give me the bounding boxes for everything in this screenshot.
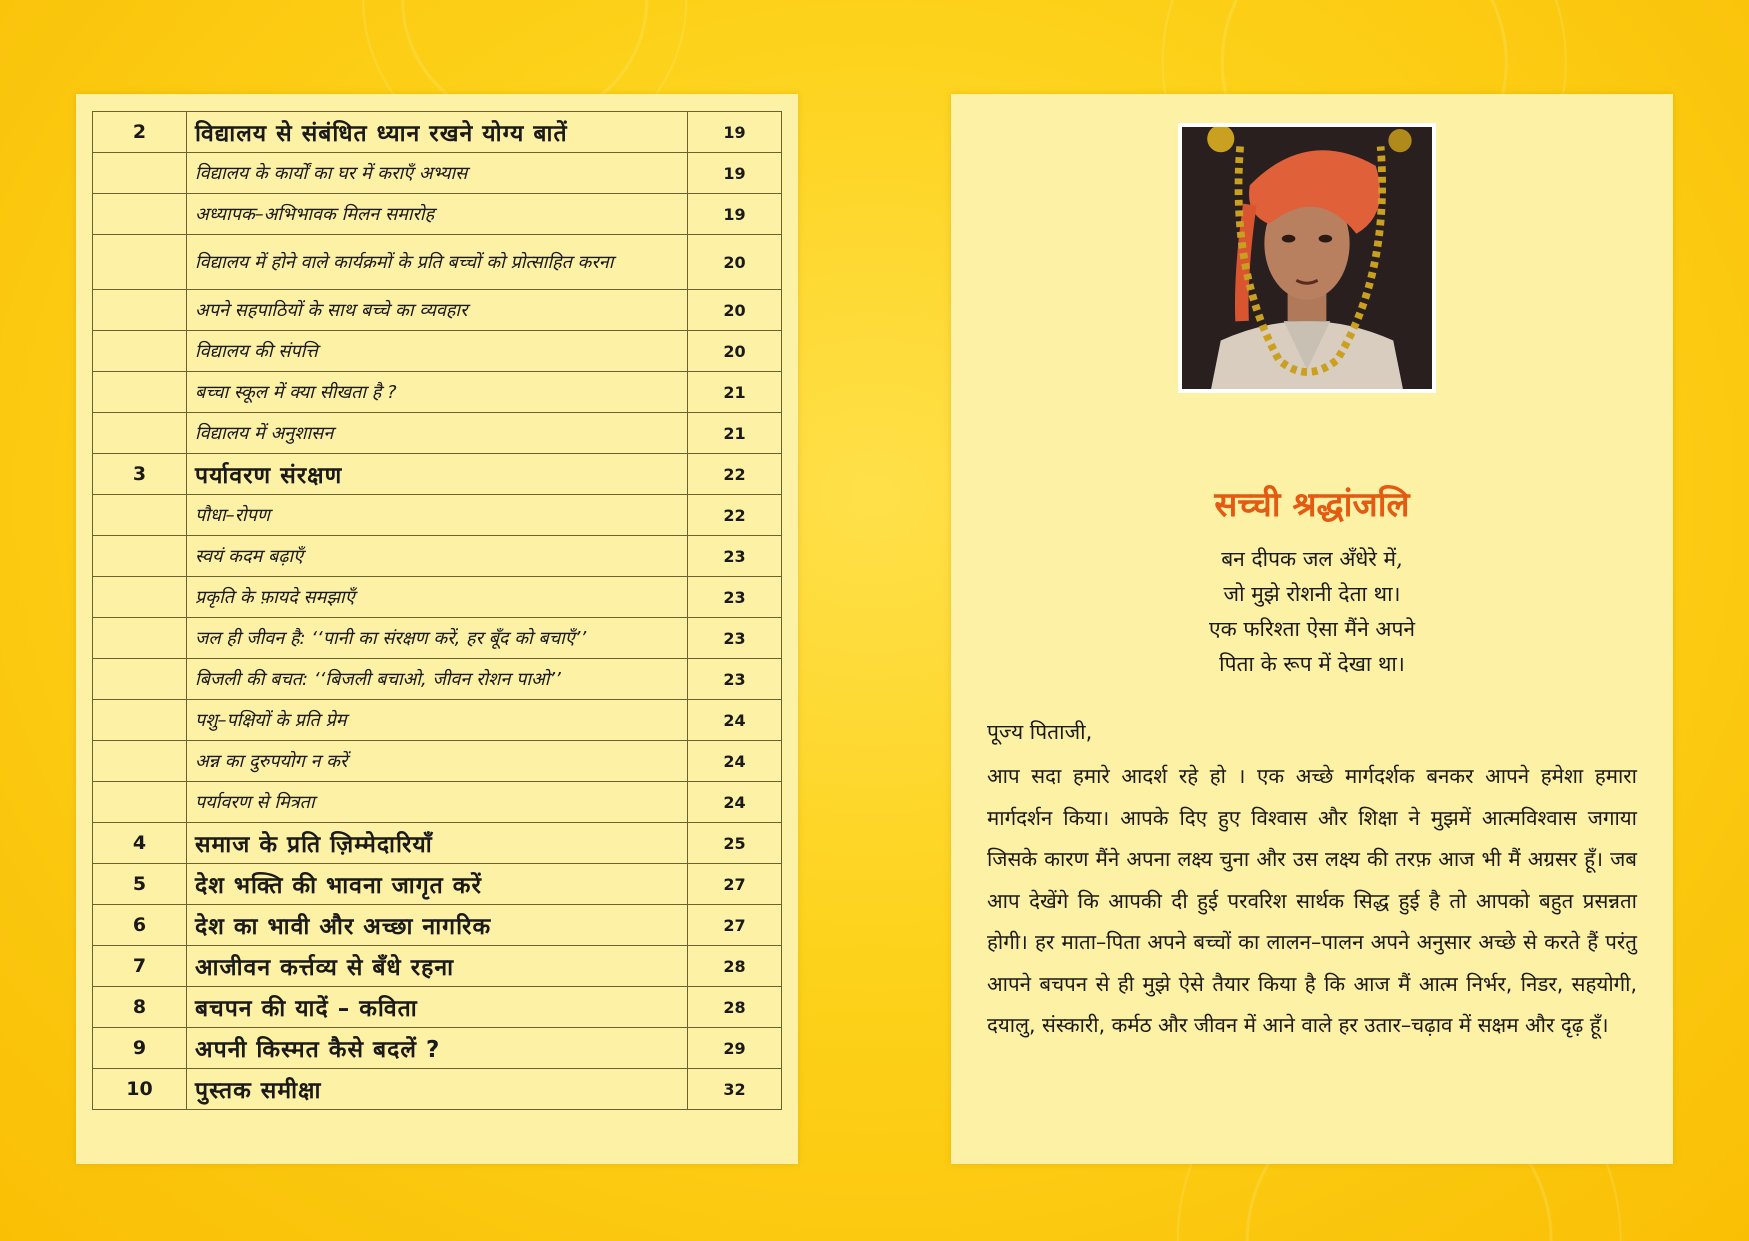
page-number: 19 (688, 112, 782, 153)
chapter-number (93, 331, 187, 372)
entry-title: बिजली की बचत: ‘‘बिजली बचाओ, जीवन रोशन पाओ’’ (187, 659, 688, 700)
table-row (93, 823, 782, 864)
father-portrait-photo (1178, 123, 1436, 393)
poem-line: एक फरिश्ता ऐसा मैंने अपने (1208, 617, 1416, 641)
table-row (93, 741, 782, 782)
entry-title: समाज के प्रति ज़िम्मेदारियाँ (187, 823, 688, 864)
entry-title: विद्यालय की संपत्ति (187, 331, 688, 372)
table-row (93, 782, 782, 823)
chapter-number (93, 290, 187, 331)
table-row (93, 454, 782, 495)
page-number: 20 (688, 290, 782, 331)
entry-title: बचपन की यादें – कविता (187, 987, 688, 1028)
chapter-number (93, 536, 187, 577)
page-number: 23 (688, 618, 782, 659)
page-number: 22 (688, 454, 782, 495)
chapter-number: 4 (93, 823, 187, 864)
chapter-number (93, 577, 187, 618)
page-number: 19 (688, 194, 782, 235)
tribute-heading: सच्ची श्रद्धांजलि (1214, 485, 1410, 525)
page-number: 21 (688, 413, 782, 454)
table-row (93, 112, 782, 153)
chapter-number (93, 235, 187, 290)
entry-title: विद्यालय से संबंधित ध्यान रखने योग्य बातें (187, 112, 688, 153)
page-number: 20 (688, 331, 782, 372)
entry-title: स्वयं कदम बढ़ाएँ (187, 536, 688, 577)
table-row (93, 372, 782, 413)
page-number: 23 (688, 577, 782, 618)
entry-title: पशु–पक्षियों के प्रति प्रेम (187, 700, 688, 741)
entry-title: जल ही जीवन है: ‘‘पानी का संरक्षण करें, हर बूँद को बचाएँ’’ (187, 618, 688, 659)
table-row (93, 194, 782, 235)
entry-title: पर्यावरण संरक्षण (187, 454, 688, 495)
table-row (93, 1069, 782, 1110)
table-row (93, 987, 782, 1028)
entry-title: पुस्तक समीक्षा (187, 1069, 688, 1110)
chapter-number (93, 618, 187, 659)
page-number: 28 (688, 946, 782, 987)
page-number: 24 (688, 700, 782, 741)
table-row (93, 153, 782, 194)
entry-title: अन्न का दुरुपयोग न करें (187, 741, 688, 782)
chapter-number (93, 372, 187, 413)
page-number: 23 (688, 659, 782, 700)
page-number: 25 (688, 823, 782, 864)
page-number: 21 (688, 372, 782, 413)
table-row (93, 905, 782, 946)
entry-title: पर्यावरण से मित्रता (187, 782, 688, 823)
chapter-number: 8 (93, 987, 187, 1028)
entry-title: अपने सहपाठियों के साथ बच्चे का व्यवहार (187, 290, 688, 331)
page-number: 28 (688, 987, 782, 1028)
table-row (93, 659, 782, 700)
entry-title: देश भक्ति की भावना जागृत करें (187, 864, 688, 905)
entry-title: पौधा–रोपण (187, 495, 688, 536)
page-number: 27 (688, 905, 782, 946)
page-number: 24 (688, 741, 782, 782)
table-row (93, 235, 782, 290)
entry-title: अपनी किस्मत कैसे बदलें ? (187, 1028, 688, 1069)
table-row (93, 413, 782, 454)
chapter-number (93, 194, 187, 235)
page-number: 19 (688, 153, 782, 194)
page-number: 24 (688, 782, 782, 823)
entry-title: प्रकृति के फ़ायदे समझाएँ (187, 577, 688, 618)
page-number: 27 (688, 864, 782, 905)
page-number: 23 (688, 536, 782, 577)
chapter-number (93, 413, 187, 454)
chapter-number: 2 (93, 112, 187, 153)
chapter-number: 10 (93, 1069, 187, 1110)
table-row (93, 618, 782, 659)
chapter-number (93, 700, 187, 741)
tribute-page (951, 94, 1673, 1164)
table-row (93, 536, 782, 577)
chapter-number: 9 (93, 1028, 187, 1069)
chapter-number (93, 659, 187, 700)
chapter-number: 7 (93, 946, 187, 987)
table-row (93, 577, 782, 618)
page-number: 22 (688, 495, 782, 536)
table-row (93, 495, 782, 536)
table-row (93, 1028, 782, 1069)
table-row (93, 864, 782, 905)
page-number: 32 (688, 1069, 782, 1110)
chapter-number (93, 782, 187, 823)
entry-title: आजीवन कर्त्तव्य से बँधे रहना (187, 946, 688, 987)
entry-title: विद्यालय में अनुशासन (187, 413, 688, 454)
entry-title: विद्यालय में होने वाले कार्यक्रमों के प्रति बच्चों को प्रोत्साहित करना (187, 235, 688, 290)
table-row (93, 290, 782, 331)
page-number: 20 (688, 235, 782, 290)
entry-title: बच्चा स्कूल में क्या सीखता है ? (187, 372, 688, 413)
table-row (93, 331, 782, 372)
contents-page (76, 94, 798, 1164)
entry-title: अध्यापक–अभिभावक मिलन समारोह (187, 194, 688, 235)
page-number: 29 (688, 1028, 782, 1069)
chapter-number: 3 (93, 454, 187, 495)
table-row (93, 946, 782, 987)
poem-line: बन दीपक जल अँधेरे में, (1221, 547, 1403, 571)
chapter-number (93, 741, 187, 782)
poem-line: पिता के रूप में देखा था। (1219, 652, 1405, 676)
chapter-number: 6 (93, 905, 187, 946)
chapter-number (93, 495, 187, 536)
table-row (93, 700, 782, 741)
entry-title: विद्यालय के कार्यों का घर में कराएँ अभ्यास (187, 153, 688, 194)
tribute-poem (951, 542, 1673, 682)
letter-greeting: पूज्य पिताजी, (987, 720, 1093, 744)
chapter-number: 5 (93, 864, 187, 905)
chapter-number (93, 153, 187, 194)
table-of-contents (92, 111, 782, 1110)
letter-body: आप सदा हमारे आदर्श रहे हो । एक अच्छे मार्गदर्शक बनकर आपने हमेशा हमारा मार्गदर्शन किया। आपके दिए हुए विश्वास और शिक्षा ने मुझमें आत्मविश्वास जगाया जिसके कारण मैंने अपना लक्ष्य चुना और उस लक्ष्य की तरफ़ आज भी मैं अग्रसर हूँ। जब आप देखेंगे कि आपकी दी हुई परवरिश सार्थक सिद्ध हुई है तो आपको बहुत प्रसन्नता होगी। हर माता–पिता अपने बच्चों का लालन–पालन अपने अनुसार अच्छे से करते हैं परंतु आपने बचपन से ही मुझे ऐसे तैयार किया है कि आज मैं आत्म निर्भर, निडर, सहयोगी, दयालु, संस्कारी, कर्मठ और जीवन में आने वाले हर उतार–चढ़ाव में सक्षम और दृढ़ हूँ। (987, 764, 1637, 1037)
poem-line: जो मुझे रोशनी देता था। (1223, 582, 1401, 606)
entry-title: देश का भावी और अच्छा नागरिक (187, 905, 688, 946)
